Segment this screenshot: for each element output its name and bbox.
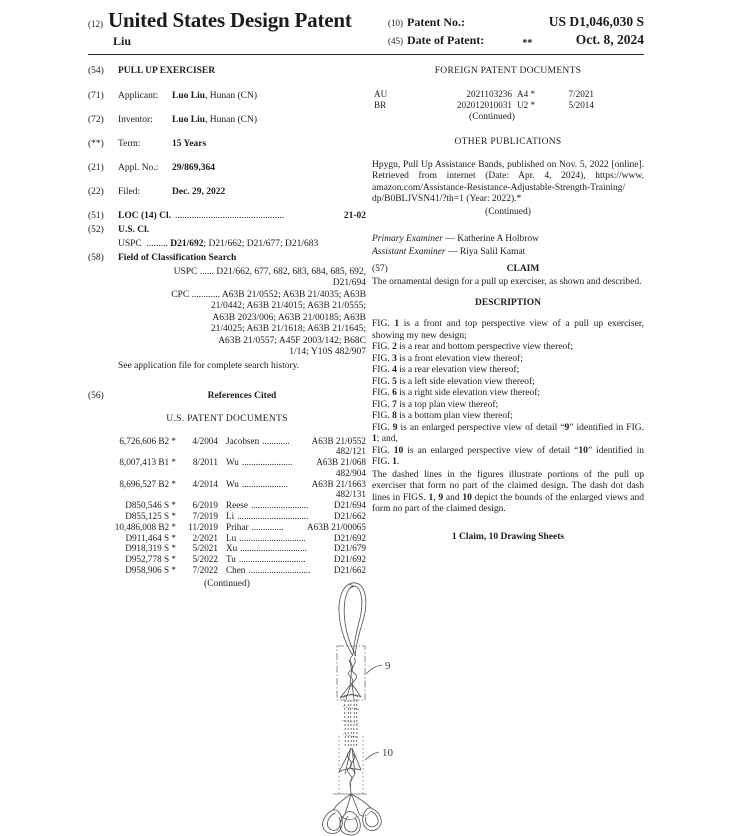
citation-date: 6/2019 <box>192 500 218 511</box>
other-publications-continued: (Continued) <box>485 206 531 217</box>
citation-number: D855,125 S * <box>125 511 176 522</box>
citation-name: Xu <box>226 543 238 554</box>
citation-row <box>88 457 366 479</box>
foreign-date: 7/2021 <box>568 88 594 99</box>
patent-drawing <box>293 576 453 836</box>
citation-date: 11/2019 <box>188 521 218 532</box>
field-label: Term: <box>118 138 141 149</box>
loc-dots: .............................................. <box>175 210 285 221</box>
foreign-country: BR <box>374 99 387 110</box>
date-of-patent-label: Date of Patent: <box>407 33 485 47</box>
citation-class: D21/692 <box>333 532 366 543</box>
cpc-search-line: A63B 21/0557; A45F 2003/142; B68C <box>218 335 366 346</box>
field-num: (22) <box>88 186 104 197</box>
citation-date: 2/2021 <box>192 532 218 543</box>
citation-dots: ......................... <box>250 500 309 511</box>
header-right <box>388 14 644 50</box>
citation-class: D21/662 <box>333 511 366 522</box>
header-divider <box>88 54 644 55</box>
citation-date: 4/2014 <box>192 478 218 489</box>
citation-date: 4/2004 <box>192 435 218 446</box>
figure-description-line: FIG. 7 is a top plan view thereof; <box>372 399 499 410</box>
biblio-row <box>88 139 366 151</box>
citation-dots: .................... <box>241 478 288 489</box>
figure-description-line: FIG. 1 is a front and top perspective view of a pull up exerciser, showing my new design; <box>372 319 645 341</box>
citation-class-line2: 482/904 <box>335 467 366 478</box>
citation-name: Lu <box>226 532 237 543</box>
assistant-examiner: Assistant Examiner — Riya Salil Kamat <box>372 247 526 257</box>
field-num-10: (10) <box>388 18 403 28</box>
primary-examiner: Primary Examiner — Katherine A Holbrow <box>372 234 540 244</box>
citation-name: Jacobsen <box>226 435 260 446</box>
citation-date: 8/2011 <box>192 457 218 468</box>
field-search-label: Field of Classification Search <box>118 252 237 263</box>
citation-row <box>88 522 366 533</box>
citation-class: A63B 21/0552 <box>311 435 366 446</box>
citation-dots: .............. <box>251 521 284 532</box>
drawing-lines <box>323 583 382 835</box>
citation-class: D21/692 <box>333 554 366 565</box>
citation-class: A63B 21/1663 <box>311 478 366 489</box>
cpc-search-line: CPC ............ A63B 21/0552; A63B 21/4035; A63B <box>171 289 366 300</box>
citation-number: 10,486,008 B2 * <box>114 521 176 532</box>
references-heading: References Cited <box>207 390 277 401</box>
citation-date: 7/2022 <box>192 565 218 576</box>
other-publications-text: Hpygn, Pull Up Assistance Bands, published on Nov. 5, 2022 [online]. Retrieved from internet (Date: Apr. 4, 2024), https://www. amazon.com/Assistance-Resistance-Adjustable-Strength-Training/ dp/B0BLJVSN41/?th=1 (Year: 2022).* <box>372 159 644 204</box>
citation-dots: ............................. <box>239 532 306 543</box>
citation-name: Reese <box>226 500 248 511</box>
citation-class: D21/679 <box>333 543 366 554</box>
field-label: Appl. No.: <box>118 162 159 173</box>
foreign-citation-row <box>372 100 644 111</box>
foreign-date: 5/2014 <box>568 99 594 110</box>
citation-dots: ............................... <box>237 511 309 522</box>
field-num: (**) <box>88 138 104 149</box>
loc-class-row <box>88 211 366 223</box>
citation-number: 6,726,606 B2 * <box>119 435 176 446</box>
search-history-note: See application file for complete search history. <box>118 361 300 371</box>
citation-row <box>88 479 366 501</box>
field-num-52: (52) <box>88 224 104 235</box>
citation-name: Wu <box>226 478 239 489</box>
field-value: 29/869,364 <box>172 162 216 173</box>
figure-description-line: FIG. 6 is a right side elevation view thereof; <box>372 388 541 398</box>
field-label: Applicant: <box>118 90 159 101</box>
citation-number: D918,319 S * <box>125 543 176 554</box>
citation-dots: ........................... <box>248 565 311 576</box>
claim-heading-row <box>372 264 644 276</box>
citation-row <box>88 533 366 544</box>
detail-10-label: 10 <box>382 747 393 759</box>
biblio-rows <box>88 91 366 199</box>
citation-number: D911,464 S * <box>125 532 176 543</box>
detail-9-label: 9 <box>385 660 391 672</box>
field-label: Filed: <box>118 186 141 197</box>
uspc-line: USPC ......... D21/692; D21/662; D21/677; D21/683 <box>118 238 319 249</box>
field-num-45: (45) <box>388 36 403 46</box>
citation-dots: ............................. <box>240 543 307 554</box>
claim-heading: CLAIM <box>506 263 540 274</box>
citation-class: D21/694 <box>333 500 366 511</box>
figure-description-line: FIG. 10 is an enlarged perspective view of detail “10” identified in FIG. 1. <box>372 445 644 467</box>
field-value: Luo Liu, Hunan (CN) <box>172 114 257 125</box>
citation-name: Chen <box>226 565 246 576</box>
us-class-row <box>88 225 366 237</box>
figure-description-line: FIG. 8 is a bottom plan view thereof; <box>372 411 513 421</box>
biblio-row <box>88 91 366 103</box>
cpc-search-line: A63B 2023/006; A63B 21/00185; A63B <box>212 312 366 323</box>
uspc-search-line: D21/694 <box>332 278 366 288</box>
citation-row <box>88 436 366 458</box>
citation-name: Li <box>226 511 235 522</box>
citation-number: D952,778 S * <box>125 554 176 565</box>
biblio-row <box>88 115 366 127</box>
citation-name: Prihar <box>226 521 249 532</box>
field-num-58: (58) <box>88 252 104 263</box>
biblio-row <box>88 163 366 175</box>
figure-description-line: FIG. 2 is a rear and bottom perspective view thereof; <box>372 342 574 352</box>
loc-label: LOC (14) Cl. <box>118 210 172 221</box>
us-patent-rows <box>88 436 366 576</box>
field-num: (71) <box>88 90 104 101</box>
header <box>88 8 644 49</box>
citation-row <box>88 511 366 522</box>
figure-descriptions <box>372 319 644 469</box>
us-docs-continued: (Continued) <box>204 578 250 589</box>
citation-number: 8,007,413 B1 * <box>119 457 176 468</box>
field-num-54: (54) <box>88 66 104 76</box>
inventor-surname: Liu <box>113 34 132 48</box>
figure-description-line: FIG. 9 is an enlarged perspective view of detail “9” identified in FIG. 1; and, <box>372 422 644 444</box>
field-num: (21) <box>88 162 104 173</box>
citation-class-line2: 482/121 <box>335 446 366 457</box>
citation-class: A63B 21/068 <box>316 457 366 468</box>
foreign-continued: (Continued) <box>469 111 515 122</box>
us-patent-documents-heading: U.S. PATENT DOCUMENTS <box>166 414 288 424</box>
left-column <box>88 66 366 590</box>
citation-number: 8,696,527 B2 * <box>119 478 176 489</box>
citation-row <box>88 565 366 576</box>
field-num: (72) <box>88 114 104 125</box>
figure-description-line: FIG. 3 is a front elevation view thereof; <box>372 353 523 364</box>
field-value: Luo Liu, Hunan (CN) <box>172 90 257 101</box>
cpc-search-line: 21/0442; A63B 21/4015; A63B 21/0555; <box>210 301 366 311</box>
citation-date: 7/2019 <box>192 511 218 522</box>
citation-date: 5/2021 <box>192 543 218 554</box>
foreign-country: AU <box>374 88 388 99</box>
field-label: Inventor: <box>118 114 153 125</box>
date-of-patent-value: Oct. 8, 2024 <box>575 32 644 47</box>
cpc-search-line: 21/4025; A63B 21/1618; A63B 21/1645; <box>210 324 366 334</box>
us-cl-label: U.S. Cl. <box>118 224 150 235</box>
foreign-kind-code: A4 * <box>517 88 536 99</box>
patent-no-value: US D1,046,030 S <box>548 14 644 29</box>
citation-number: D958,906 S * <box>125 565 176 576</box>
page-title: United States Design Patent <box>108 8 352 32</box>
loc-value: 21-02 <box>343 210 366 221</box>
uspc-search-line: USPC ...... D21/662, 677, 682, 683, 684, 685, 692, <box>173 266 366 277</box>
other-publications-heading: OTHER PUBLICATIONS <box>454 137 562 147</box>
field-search-uspc <box>88 267 366 290</box>
citation-name: Wu <box>226 457 239 468</box>
field-search-cpc <box>88 290 366 359</box>
kind-code-12: (12) <box>88 19 103 29</box>
citation-name: Tu <box>226 554 236 565</box>
field-num-51: (51) <box>88 210 104 221</box>
claim-text: The ornamental design for a pull up exerciser, as shown and described. <box>372 277 642 287</box>
foreign-rows <box>372 89 644 111</box>
figure-description-line: FIG. 4 is a rear elevation view thereof; <box>372 365 520 375</box>
description-note: The dashed lines in the figures illustrate portions of the pull up exerciser that form no part of the claimed design. The dash dot dash lines in FIGS. 1, 9 and 10 depict the bounds of the enlarged views and form no part of the claimed design. <box>372 469 644 514</box>
invention-title-row <box>88 66 366 78</box>
citation-date: 5/2022 <box>192 554 218 565</box>
pull-up-exerciser-figure <box>293 576 453 836</box>
references-heading-row <box>88 391 366 403</box>
citation-dots: ...................... <box>241 457 293 468</box>
citation-row <box>88 500 366 511</box>
figure-description-line: FIG. 5 is a left side elevation view thereof; <box>372 376 535 387</box>
foreign-kind-code: U2 * <box>517 99 536 110</box>
patent-no-label: Patent No.: <box>407 15 465 29</box>
citation-row <box>88 554 366 565</box>
field-num-56: (56) <box>88 390 104 401</box>
citation-class: D21/662 <box>333 565 366 576</box>
biblio-row <box>88 187 366 199</box>
field-search-row <box>88 253 366 265</box>
foreign-citation-row <box>372 89 644 100</box>
cpc-search-line: 1/14; Y10S 482/907 <box>289 347 366 357</box>
term-marker: ** <box>522 38 533 49</box>
citation-number: D850,546 S * <box>125 500 176 511</box>
foreign-docs-heading: FOREIGN PATENT DOCUMENTS <box>434 66 582 76</box>
citation-row <box>88 543 366 554</box>
invention-title: PULL UP EXERCISER <box>118 66 216 76</box>
field-value: Dec. 29, 2022 <box>172 186 226 197</box>
foreign-number: 2021103236 <box>466 88 512 99</box>
citation-class-line2: 482/131 <box>335 489 366 500</box>
citation-dots: ............................. <box>238 554 306 565</box>
field-value: 15 Years <box>172 138 207 149</box>
right-column <box>372 66 644 543</box>
description-heading: DESCRIPTION <box>475 297 541 308</box>
field-num-57: (57) <box>372 263 388 274</box>
citation-dots: ............ <box>262 435 290 446</box>
claims-sheets-note: 1 Claim, 10 Drawing Sheets <box>451 531 565 542</box>
citation-class: A63B 21/00065 <box>307 521 366 532</box>
foreign-number: 202012010031 <box>456 99 512 110</box>
